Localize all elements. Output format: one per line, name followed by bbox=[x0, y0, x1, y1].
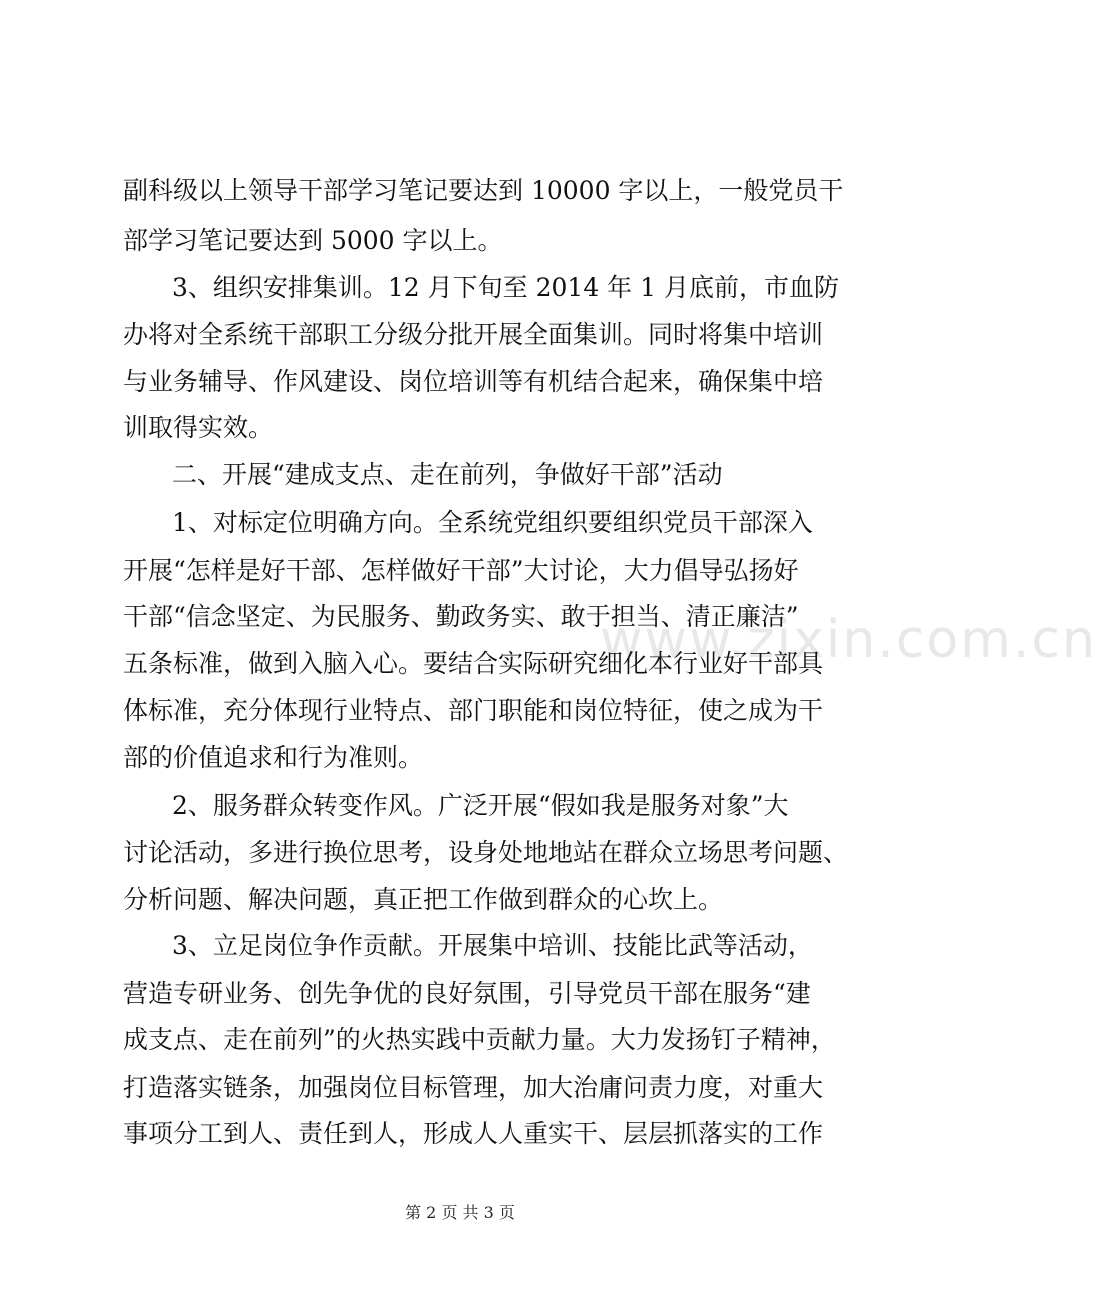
text-line: 事项分工到人、责任到人，形成人人重实干、层层抓落实的工作 bbox=[123, 1119, 824, 1148]
text-line: 体标准，充分体现行业特点、部门职能和岗位特征，使之成为干 bbox=[123, 696, 824, 725]
text-line: 成支点、走在前列”的火热实践中贡献力量。大力发扬钉子精神， bbox=[123, 1025, 836, 1054]
text-line: 2、服务群众转变作风。广泛开展“假如我是服务对象”大 bbox=[172, 791, 789, 820]
text-line: 五条标准，做到入脑入心。要结合实际研究细化本行业好干部具 bbox=[123, 649, 824, 678]
text-line: 办将对全系统干部职工分级分批开展全面集训。同时将集中培训 bbox=[123, 320, 824, 349]
text-line: 干部“信念坚定、为民服务、勤政务实、敢于担当、清正廉洁” bbox=[123, 602, 799, 631]
section-heading: 二、开展“建成支点、走在前列，争做好干部”活动 bbox=[172, 460, 723, 489]
text-line: 讨论活动，多进行换位思考，设身处地地站在群众立场思考问题、 bbox=[123, 838, 849, 867]
text-line: 副科级以上领导干部学习笔记要达到 10000 字以上，一般党员干 bbox=[123, 176, 844, 205]
text-line: 营造专研业务、创先争优的良好氛围，引导党员干部在服务“建 bbox=[123, 979, 811, 1008]
text-line: 开展“怎样是好干部、怎样做好干部”大讨论，大力倡导弘扬好 bbox=[123, 556, 799, 585]
text-line: 1、对标定位明确方向。全系统党组织要组织党员干部深入 bbox=[172, 508, 813, 537]
text-line: 部学习笔记要达到 5000 字以上。 bbox=[123, 226, 503, 255]
text-line: 3、组织安排集训。12 月下旬至 2014 年 1 月底前，市血防 bbox=[172, 273, 839, 302]
text-line: 部的价值追求和行为准则。 bbox=[123, 743, 424, 772]
text-line: 训取得实效。 bbox=[123, 413, 274, 442]
text-line: 与业务辅导、作风建设、岗位培训等有机结合起来，确保集中培 bbox=[123, 367, 824, 396]
watermark: www.zixin.com.cn bbox=[600, 610, 1097, 670]
page-footer: 第 2 页 共 3 页 bbox=[405, 1203, 515, 1222]
text-line: 3、立足岗位争作贡献。开展集中培训、技能比武等活动， bbox=[172, 931, 813, 960]
text-line: 分析问题、解决问题，真正把工作做到群众的心坎上。 bbox=[123, 885, 724, 914]
text-line: 打造落实链条，加强岗位目标管理，加大治庸问责力度，对重大 bbox=[123, 1073, 824, 1102]
